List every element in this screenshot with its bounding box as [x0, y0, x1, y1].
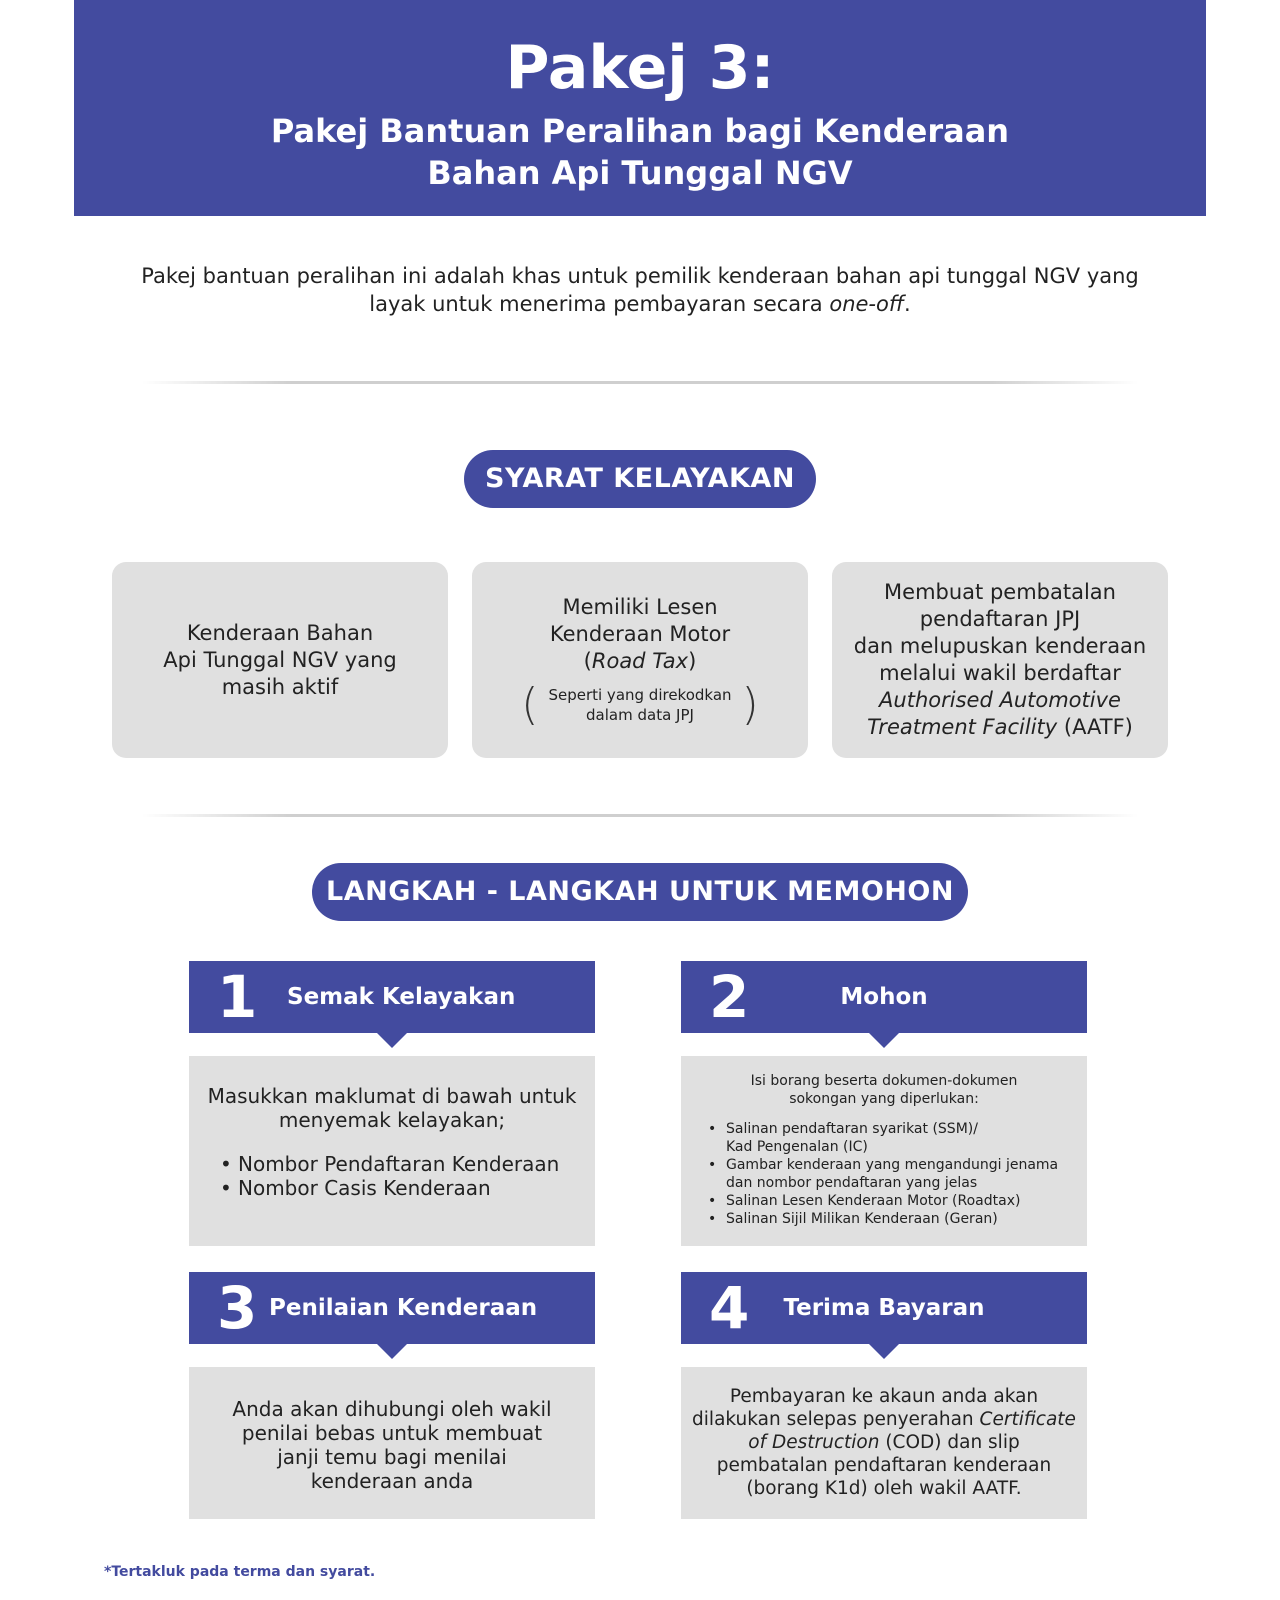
step-1-list — [238, 1152, 595, 1200]
list-item — [726, 1156, 1087, 1192]
step-title: Semak Kelayakan — [287, 984, 516, 1010]
card-line — [867, 714, 1133, 741]
step-text-line — [681, 1431, 1087, 1454]
step-text-line: penilai bebas untuk membuat — [241, 1421, 543, 1445]
step-text: dilakukan selepas penyerahan — [692, 1409, 980, 1430]
card-line: Kenderaan Motor — [549, 621, 731, 646]
divider — [142, 814, 1138, 817]
card-line: melalui wakil berdaftar — [879, 661, 1121, 685]
step-number: 1 — [217, 963, 258, 1031]
step-number: 4 — [709, 1274, 750, 1342]
intro-line-1: Pakej bantuan peralihan ini adalah khas untuk pemilik kenderaan bahan api tunggal NGV yang — [141, 264, 1139, 288]
aatf-abbrev: (AATF) — [1057, 715, 1133, 739]
subtitle-line-1: Pakej Bantuan Peralihan bagi Kenderaan — [270, 112, 1010, 150]
step-1-body — [189, 1056, 595, 1246]
step-text-line: Isi borang beserta dokumen-dokumen — [750, 1073, 1018, 1089]
divider — [142, 381, 1138, 384]
step-2-body — [681, 1056, 1087, 1246]
step-text: (COD) dan slip — [879, 1432, 1020, 1453]
note-line-1: Seperti yang direkodkan — [548, 685, 732, 704]
open-paren-glyph: ( — [521, 678, 539, 730]
step-text-line: (borang K1d) oleh wakil AATF. — [746, 1478, 1022, 1499]
step-1-header — [189, 961, 595, 1033]
step-text-line: Masukkan maklumat di bawah untuk — [207, 1084, 577, 1108]
intro-paragraph — [130, 262, 1150, 318]
step-number: 2 — [709, 963, 750, 1031]
arrow-down-icon — [377, 1344, 407, 1359]
intro-line-2 — [130, 290, 1150, 318]
step-number: 3 — [217, 1274, 258, 1342]
eligibility-heading: SYARAT KELAYAKAN — [464, 450, 816, 508]
step-3-body — [189, 1367, 595, 1519]
card-note — [521, 678, 759, 730]
list-item: • Nombor Casis Kenderaan — [238, 1176, 595, 1200]
eligibility-card-active-ngv — [112, 562, 448, 758]
step-title: Mohon — [840, 984, 928, 1010]
step-2-header — [681, 961, 1087, 1033]
subtitle-line-2: Bahan Api Tunggal NGV — [427, 154, 853, 192]
arrow-down-icon — [377, 1033, 407, 1048]
eligibility-card-aatf — [832, 562, 1168, 758]
step-title: Penilaian Kenderaan — [269, 1295, 538, 1321]
aatf-term: Treatment Facility — [867, 715, 1058, 739]
list-item-line: • Gambar kenderaan yang mengandungi jenama — [726, 1157, 1059, 1173]
close-paren-glyph: ) — [741, 678, 759, 730]
step-4-body — [681, 1367, 1087, 1519]
step-4-header — [681, 1272, 1087, 1344]
card-line: Membuat pembatalan — [884, 580, 1116, 604]
step-text-line: sokongan yang diperlukan: — [789, 1091, 979, 1107]
list-item: • Salinan Lesen Kenderaan Motor (Roadtax) — [726, 1192, 1087, 1210]
steps-heading: LANGKAH - LANGKAH UNTUK MEMOHON — [312, 863, 968, 921]
step-text-line: kenderaan anda — [310, 1469, 474, 1493]
note-line-2: dalam data JPJ — [586, 705, 694, 724]
list-item-line: • Salinan pendaftaran syarikat (SSM)/ — [726, 1121, 978, 1137]
step-3-header — [189, 1272, 595, 1344]
list-item-line: dan nombor pendaftaran yang jelas — [726, 1175, 978, 1191]
step-text-line: menyemak kelayakan; — [278, 1108, 506, 1132]
list-item — [726, 1120, 1087, 1156]
aatf-term: Authorised Automotive — [879, 688, 1121, 712]
step-text-line — [681, 1408, 1087, 1431]
header-banner — [74, 0, 1206, 216]
cod-term: of Destruction — [748, 1432, 880, 1453]
card-line: (Road Tax) — [583, 648, 697, 673]
page-title: Pakej 3: — [505, 33, 775, 103]
card-line: Memiliki Lesen — [562, 594, 718, 619]
step-text-line: Pembayaran ke akaun anda akan — [729, 1386, 1039, 1407]
card-line: pendaftaran JPJ — [919, 607, 1081, 631]
card-line: masih aktif — [221, 674, 339, 699]
step-title: Terima Bayaran — [783, 1295, 985, 1321]
card-line: dan melupuskan kenderaan — [853, 634, 1147, 658]
step-2-list — [726, 1120, 1087, 1228]
list-item: • Salinan Sijil Milikan Kenderaan (Geran) — [726, 1210, 1087, 1228]
road-tax-term: Road Tax — [591, 648, 689, 673]
cod-term: Certificate — [979, 1409, 1076, 1430]
intro-emphasis: one-off — [829, 292, 905, 316]
list-item: • Nombor Pendaftaran Kenderaan — [238, 1152, 595, 1176]
footnote: *Tertakluk pada terma dan syarat. — [104, 1564, 376, 1580]
arrow-down-icon — [869, 1344, 899, 1359]
step-text-line: Anda akan dihubungi oleh wakil — [232, 1397, 552, 1421]
eligibility-card-road-tax — [472, 562, 808, 758]
note-text — [538, 685, 741, 725]
arrow-down-icon — [869, 1033, 899, 1048]
card-line — [879, 687, 1121, 714]
intro-period: . — [904, 292, 911, 316]
card-line: Kenderaan Bahan — [186, 620, 374, 645]
page-subtitle — [74, 110, 1206, 194]
step-text-line: pembatalan pendaftaran kenderaan — [716, 1455, 1052, 1476]
step-text-line: janji temu bagi menilai — [277, 1445, 507, 1469]
card-line: Api Tunggal NGV yang — [163, 647, 397, 672]
list-item-line: Kad Pengenalan (IC) — [726, 1139, 868, 1155]
intro-text: layak untuk menerima pembayaran secara — [369, 292, 830, 316]
